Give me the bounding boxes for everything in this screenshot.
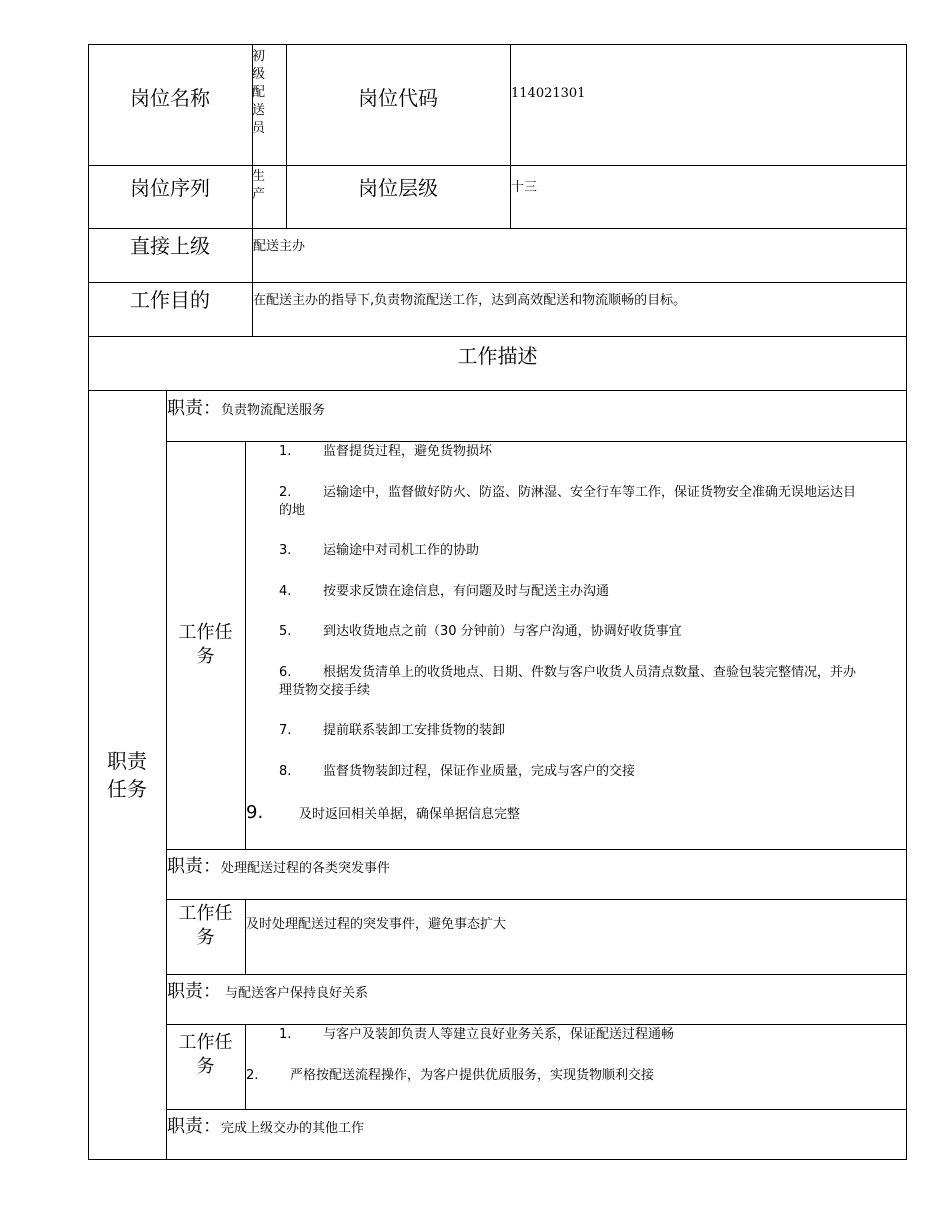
task-item: 2. 运输途中，监督做好防火、防盗、防淋湿、安全行车等工作，保证货物安全准确无误地运达目 的地	[279, 485, 857, 518]
post-code-value: 114021301	[511, 86, 586, 101]
duty-title: 完成上级交办的其他工作	[221, 1121, 365, 1136]
post-name-label: 岗位名称	[130, 86, 210, 110]
task-item: 8. 监督货物装卸过程，保证作业质量，完成与客户的交接	[279, 764, 636, 779]
duty-1-header	[167, 394, 325, 420]
task-label: 工作任务	[178, 622, 233, 667]
task-item: 4. 按要求反馈在途信息，有问题及时与配送主办沟通	[279, 584, 610, 599]
task-item: 6. 根据发货清单上的收货地点、日期、件数与客户收货人员清点数量、查验包装完整情况，并办 理货物交接手续	[279, 665, 857, 698]
duties-label: 职责任务	[107, 749, 147, 801]
superior-label: 直接上级	[130, 233, 210, 258]
duty-title: 负责物流配送服务	[221, 403, 326, 418]
post-level-label: 岗位层级	[358, 175, 438, 200]
duty-2-header	[167, 852, 390, 878]
task-item: 7. 提前联系装卸工安排货物的装卸	[279, 723, 506, 738]
task-item: 2. 严格按配送流程操作，为客户提供优质服务，实现货物顺利交接	[246, 1068, 655, 1083]
task-item: 1. 与客户及装卸负责人等建立良好业务关系，保证配送过程通畅	[279, 1027, 675, 1042]
duty-title: 处理配送过程的各类突发事件	[221, 861, 391, 876]
duty-title: 与配送客户保持良好关系	[225, 986, 369, 1001]
task-item: 5. 到达收货地点之前（30 分钟前）与客户沟通，协调好收货事宜	[279, 624, 682, 639]
duty-prefix: 职责：	[167, 1116, 221, 1137]
post-seq-value: 生产	[252, 169, 266, 202]
duty-4-header	[167, 1112, 364, 1138]
work-description-title: 工作描述	[457, 343, 538, 368]
task-item: 及时处理配送过程的突发事件，避免事态扩大	[246, 917, 507, 932]
duty-prefix: 职责：	[167, 398, 221, 419]
duty-prefix: 职责：	[167, 981, 221, 1002]
superior-value: 配送主办	[253, 239, 306, 254]
task-item: 1. 监督提货过程，避免货物损坏	[279, 444, 493, 459]
purpose-label: 工作目的	[130, 287, 210, 312]
post-seq-label: 岗位序列	[130, 175, 210, 200]
post-name-value: 初级配送员	[252, 49, 266, 136]
post-level-value: 十三	[511, 180, 538, 195]
purpose-value: 在配送主办的指导下,负责物流配送工作，达到高效配送和物流顺畅的目标。	[253, 293, 687, 308]
duty-prefix: 职责：	[167, 856, 221, 877]
task-label: 工作任务	[178, 1032, 233, 1077]
task-item: 3. 运输途中对司机工作的协助	[279, 543, 480, 558]
duty-3-header	[167, 977, 368, 1003]
task-item: 9. 及时返回相关单据，确保单据信息完整	[246, 802, 521, 823]
post-code-label: 岗位代码	[358, 86, 438, 110]
task-label: 工作任务	[178, 903, 233, 948]
